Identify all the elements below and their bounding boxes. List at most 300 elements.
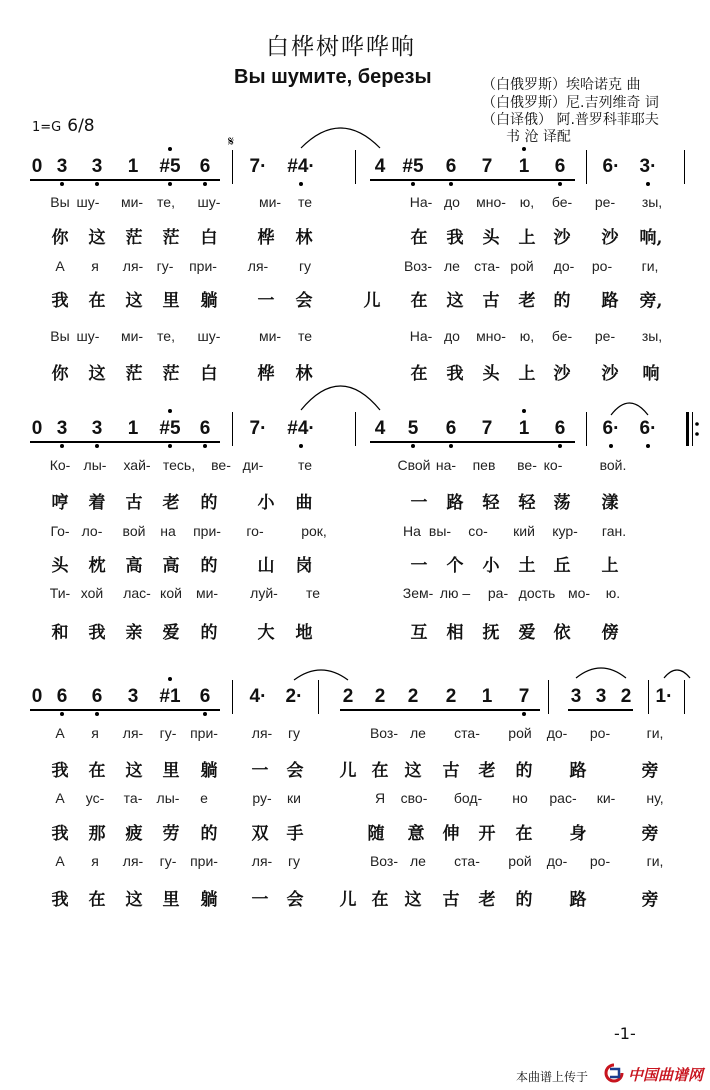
lyric-chinese: 旁 (641, 890, 659, 910)
note: 5 (407, 418, 419, 439)
lyric-chinese: 丘 (553, 556, 571, 576)
lyric-chinese: 枕 (88, 556, 106, 576)
lyric-chinese: 一 (251, 761, 269, 781)
note: 2· (285, 686, 303, 707)
lyric-russian: А (55, 853, 65, 869)
lyric-chinese: 亲 (125, 623, 143, 643)
note: 6 (445, 156, 457, 177)
lyric-russian: гу- (159, 725, 177, 741)
slur-tie (664, 670, 690, 678)
lyric-russian: гу- (159, 853, 177, 869)
lyric-chinese: 的 (200, 824, 218, 844)
lyric-russian: ло- (81, 523, 103, 539)
lyric-russian: ре- (594, 328, 616, 344)
note: 6 (199, 686, 211, 707)
note: #4· (287, 418, 315, 439)
lyric-chinese: 会 (286, 890, 304, 910)
credit-translator: （白译俄） 阿.普罗科菲耶夫 (482, 112, 659, 128)
lyric-chinese: 漾 (601, 493, 619, 513)
lyric-russian: Воз- (403, 258, 433, 274)
lyric-russian: Го- (50, 523, 70, 539)
lyric-chinese: 岗 (295, 556, 313, 576)
credit-lyricist: （白俄罗斯）尼.吉列维奇 词 (482, 95, 659, 111)
lyric-russian: ган. (601, 523, 627, 539)
lyric-russian: ро- (589, 853, 611, 869)
upload-notice: 本曲谱上传于 (516, 1070, 589, 1084)
note: #5 (159, 418, 181, 439)
lyric-chinese: 在 (88, 291, 106, 311)
note: 1 (127, 156, 139, 177)
lyric-chinese: 爱 (162, 623, 180, 643)
lyric-chinese: 响, (639, 228, 663, 248)
note: 3 (595, 686, 607, 707)
lyric-chinese: 的 (553, 291, 571, 311)
lyric-russian: рой (510, 258, 534, 274)
lyric-chinese: 旁 (641, 761, 659, 781)
lyric-russian: ре- (594, 194, 616, 210)
lyric-russian: при- (190, 725, 218, 741)
lyric-chinese: 沙 (601, 228, 619, 248)
segno-sign-icon: 𝄋 (228, 134, 235, 150)
lyric-russian: вой. (599, 457, 627, 473)
lyric-chinese: 在 (371, 890, 389, 910)
lyric-chinese: 互 (410, 623, 428, 643)
credit-adapter: 书 沧 译配 (506, 129, 571, 145)
lyric-russian: те (297, 457, 313, 473)
lyric-russian: лас- (123, 585, 151, 601)
lyric-chinese: 头 (482, 228, 500, 248)
lyric-russian: бе- (551, 194, 573, 210)
note: 7· (249, 156, 267, 177)
lyric-chinese: 的 (515, 890, 533, 910)
note: 2 (620, 686, 632, 707)
lyric-russian: дость (518, 585, 556, 601)
lyric-chinese: 古 (125, 493, 143, 513)
lyric-chinese: 白 (200, 228, 218, 248)
lyric-chinese: 荡 (553, 493, 571, 513)
lyric-russian: вы- (428, 523, 452, 539)
lyric-chinese: 这 (125, 761, 143, 781)
lyric-russian: ги, (646, 853, 664, 869)
note: 3 (127, 686, 139, 707)
lyric-chinese: 老 (478, 761, 496, 781)
note: 1 (127, 418, 139, 439)
lyric-chinese: 一 (251, 890, 269, 910)
lyric-russian: я (91, 258, 99, 274)
lyric-russian: кур- (552, 523, 578, 539)
lyric-chinese: 老 (518, 291, 536, 311)
lyric-russian: шу- (197, 194, 221, 210)
lyric-russian: зы, (641, 328, 663, 344)
lyric-chinese: 小 (482, 556, 500, 576)
note: 3 (91, 156, 103, 177)
lyric-chinese: 你 (51, 228, 69, 248)
lyric-russian: ю, (519, 328, 535, 344)
song-title-chinese: 白桦树哗哗响 (266, 34, 416, 60)
lyric-chinese: 躺 (200, 761, 218, 781)
lyric-russian: рок, (301, 523, 327, 539)
lyric-russian: ми- (195, 585, 219, 601)
slur-tie (301, 128, 380, 148)
lyric-chinese: 一 (257, 291, 275, 311)
lyric-russian: ки- (596, 790, 616, 806)
lyric-russian: ста- (474, 258, 500, 274)
note: #5 (402, 156, 424, 177)
lyric-russian: На- (409, 194, 433, 210)
lyric-chinese: 里 (162, 291, 180, 311)
lyric-chinese: 路 (601, 291, 619, 311)
lyric-chinese: 这 (88, 364, 106, 384)
note: 6 (199, 418, 211, 439)
note: 7· (249, 418, 267, 439)
lyric-chinese: 的 (200, 493, 218, 513)
lyric-chinese: 这 (125, 890, 143, 910)
lyric-russian: Вы (50, 328, 70, 344)
repeat-sign-icon (686, 412, 699, 446)
lyric-chinese: 躺 (200, 291, 218, 311)
lyric-chinese: 旁 (641, 824, 659, 844)
lyric-chinese: 傍 (601, 623, 619, 643)
note: 1 (518, 156, 530, 177)
lyric-russian: ми- (120, 194, 144, 210)
note: 6 (199, 156, 211, 177)
note: 3· (639, 156, 657, 177)
note: 2 (445, 686, 457, 707)
lyric-russian: ми- (258, 328, 282, 344)
lyric-chinese: 林 (295, 228, 313, 248)
note: 2 (374, 686, 386, 707)
lyric-russian: ги, (641, 258, 659, 274)
lyric-russian: до (444, 194, 460, 210)
lyric-russian: до- (553, 258, 575, 274)
note: 6 (554, 156, 566, 177)
lyric-russian: но (512, 790, 528, 806)
lyric-russian: я (91, 853, 99, 869)
lyric-russian: шу- (76, 194, 100, 210)
lyric-russian: ве- (211, 457, 231, 473)
lyric-russian: те (297, 194, 313, 210)
lyric-chinese: 林 (295, 364, 313, 384)
note: #5 (159, 156, 181, 177)
note: 7 (481, 418, 493, 439)
lyric-russian: со- (468, 523, 488, 539)
lyric-russian: гу (287, 725, 301, 741)
lyric-chinese: 开 (478, 824, 496, 844)
lyric-russian: шу- (76, 328, 100, 344)
lyric-russian: бе- (551, 328, 573, 344)
lyric-chinese: 我 (51, 761, 69, 781)
lyric-russian: ру- (252, 790, 272, 806)
lyric-chinese: 茫 (162, 228, 180, 248)
lyric-russian: до (444, 328, 460, 344)
lyric-chinese: 在 (410, 291, 428, 311)
lyric-chinese: 旁, (639, 291, 663, 311)
lyric-russian: ну, (646, 790, 664, 806)
lyric-chinese: 一 (410, 556, 428, 576)
lyric-russian: ста- (454, 725, 480, 741)
lyric-russian: ми- (120, 328, 144, 344)
bar-line (684, 680, 685, 714)
lyric-chinese: 会 (286, 761, 304, 781)
lyric-chinese: 茫 (125, 364, 143, 384)
lyric-russian: луй- (250, 585, 278, 601)
lyric-russian: хой (80, 585, 104, 601)
lyric-russian: ю. (605, 585, 621, 601)
note: 4 (374, 156, 386, 177)
lyric-russian: ста- (454, 853, 480, 869)
lyric-chinese: 在 (88, 761, 106, 781)
lyric-russian: А (55, 790, 65, 806)
note: 3 (56, 418, 68, 439)
lyric-chinese: 路 (569, 890, 587, 910)
lyric-chinese: 头 (482, 364, 500, 384)
lyric-chinese: 沙 (601, 364, 619, 384)
lyric-russian: гу (298, 258, 312, 274)
lyric-russian: лю – (439, 585, 471, 601)
slur-tie (576, 668, 626, 678)
lyric-russian: Зем- (402, 585, 434, 601)
lyric-russian: ро- (589, 725, 611, 741)
lyric-russian: при- (189, 258, 217, 274)
lyric-chinese: 相 (446, 623, 464, 643)
lyric-russian: Воз- (369, 853, 399, 869)
lyric-russian: лы- (83, 457, 107, 473)
lyric-russian: мно- (476, 194, 506, 210)
lyric-chinese: 伸 (442, 824, 460, 844)
lyric-chinese: 小 (257, 493, 275, 513)
lyric-chinese: 高 (162, 556, 180, 576)
slur-tie (611, 403, 648, 415)
song-title-russian: Вы шумите, березы (234, 66, 432, 88)
lyric-russian: ра- (487, 585, 509, 601)
lyric-chinese: 路 (569, 761, 587, 781)
lyric-chinese: 我 (51, 890, 69, 910)
lyric-russian: ус- (85, 790, 105, 806)
lyric-russian: ля- (122, 853, 144, 869)
note: 4· (249, 686, 267, 707)
lyric-chinese: 哼 (51, 493, 69, 513)
lyric-chinese: 的 (515, 761, 533, 781)
lyric-chinese: 这 (404, 890, 422, 910)
lyric-chinese: 古 (482, 291, 500, 311)
lyric-russian: те (305, 585, 321, 601)
lyric-russian: гу- (156, 258, 174, 274)
lyric-chinese: 这 (446, 291, 464, 311)
lyric-chinese: 这 (88, 228, 106, 248)
lyric-chinese: 上 (518, 228, 536, 248)
note: 7 (481, 156, 493, 177)
lyric-russian: я (91, 725, 99, 741)
lyric-russian: На- (409, 328, 433, 344)
lyric-russian: пев (472, 457, 496, 473)
lyric-chinese: 大 (257, 623, 275, 643)
lyric-chinese: 路 (446, 493, 464, 513)
note: 2 (407, 686, 419, 707)
lyric-chinese: 白 (200, 364, 218, 384)
lyric-russian: те, (157, 328, 175, 344)
note: 6· (602, 418, 620, 439)
lyric-chinese: 抚 (482, 623, 500, 643)
key-label: 1=G (32, 120, 62, 135)
lyric-chinese: 曲 (295, 493, 313, 513)
lyric-russian: хай- (123, 457, 151, 473)
lyric-chinese: 在 (515, 824, 533, 844)
lyric-chinese: 老 (162, 493, 180, 513)
time-signature: 6/8 (67, 116, 95, 136)
lyric-chinese: 上 (518, 364, 536, 384)
lyric-chinese: 手 (286, 824, 304, 844)
note: 3 (56, 156, 68, 177)
note: #1 (159, 686, 181, 707)
lyric-russian: е (200, 790, 208, 806)
lyric-chinese: 儿 (363, 291, 381, 311)
note: 6 (56, 686, 68, 707)
lyric-chinese: 里 (162, 761, 180, 781)
lyric-russian: сво- (400, 790, 428, 806)
lyric-russian: лы- (156, 790, 180, 806)
lyric-chinese: 一 (410, 493, 428, 513)
lyric-chinese: 这 (404, 761, 422, 781)
lyric-russian: Свой (397, 457, 431, 473)
lyric-chinese: 爱 (518, 623, 536, 643)
slur-tie (301, 386, 380, 410)
slur-tie (294, 670, 348, 680)
lyric-chinese: 桦 (257, 228, 275, 248)
site-logo-text: 中国曲谱网 (628, 1066, 704, 1084)
note: 0 (31, 686, 43, 707)
note: 6 (91, 686, 103, 707)
lyric-chinese: 桦 (257, 364, 275, 384)
lyric-chinese: 这 (125, 291, 143, 311)
lyric-russian: ля- (251, 853, 273, 869)
lyric-chinese: 身 (569, 824, 587, 844)
lyric-chinese: 沙 (553, 228, 571, 248)
lyric-russian: Воз- (369, 725, 399, 741)
page-number: -1- (614, 1024, 636, 1043)
lyric-russian: кой (160, 585, 182, 601)
lyric-chinese: 会 (295, 291, 313, 311)
lyric-russian: зы, (641, 194, 663, 210)
lyric-russian: ля- (251, 725, 273, 741)
lyric-russian: на (160, 523, 176, 539)
note: 1 (481, 686, 493, 707)
lyric-chinese: 土 (518, 556, 536, 576)
note: 1 (518, 418, 530, 439)
lyric-chinese: 茫 (125, 228, 143, 248)
lyric-chinese: 儿 (339, 890, 357, 910)
lyric-russian: вой (122, 523, 146, 539)
lyric-chinese: 古 (442, 761, 460, 781)
lyric-chinese: 劳 (162, 824, 180, 844)
lyric-chinese: 在 (88, 890, 106, 910)
lyric-russian: ги, (646, 725, 664, 741)
lyric-russian: мно- (476, 328, 506, 344)
lyric-russian: Ти- (49, 585, 71, 601)
note: 1· (655, 686, 673, 707)
lyric-russian: при- (193, 523, 221, 539)
lyric-chinese: 躺 (200, 890, 218, 910)
lyric-russian: до- (546, 853, 568, 869)
lyric-chinese: 山 (257, 556, 275, 576)
lyric-russian: ле (410, 725, 426, 741)
lyric-russian: рой (508, 853, 532, 869)
lyric-chinese: 响 (642, 364, 660, 384)
lyric-chinese: 疲 (125, 824, 143, 844)
lyric-chinese: 高 (125, 556, 143, 576)
lyric-russian: А (55, 725, 65, 741)
lyric-chinese: 和 (51, 623, 69, 643)
note: 6· (602, 156, 620, 177)
lyric-russian: кий (513, 523, 535, 539)
lyric-russian: те (297, 328, 313, 344)
lyric-chinese: 里 (162, 890, 180, 910)
lyric-russian: ми- (258, 194, 282, 210)
lyric-chinese: 意 (407, 824, 425, 844)
lyric-russian: го- (246, 523, 264, 539)
lyric-russian: ки (287, 790, 301, 806)
lyric-chinese: 你 (51, 364, 69, 384)
lyric-russian: гу (287, 853, 301, 869)
lyric-russian: рой (508, 725, 532, 741)
lyric-chinese: 我 (88, 623, 106, 643)
lyric-chinese: 的 (200, 623, 218, 643)
note: 3 (570, 686, 582, 707)
lyric-chinese: 依 (553, 623, 571, 643)
lyric-chinese: 地 (295, 623, 313, 643)
lyric-chinese: 在 (410, 228, 428, 248)
note: 7 (518, 686, 530, 707)
lyric-chinese: 轻 (518, 493, 536, 513)
note: 4 (374, 418, 386, 439)
lyric-chinese: 双 (251, 824, 269, 844)
lyric-chinese: 在 (410, 364, 428, 384)
lyric-russian: ле (410, 853, 426, 869)
lyric-chinese: 个 (446, 556, 464, 576)
lyric-chinese: 随 (367, 824, 385, 844)
note: 3 (91, 418, 103, 439)
lyric-russian: Ко- (49, 457, 71, 473)
lyric-russian: На (403, 523, 421, 539)
lyric-russian: до- (546, 725, 568, 741)
lyric-russian: та- (123, 790, 143, 806)
note: 6 (554, 418, 566, 439)
note: 2 (342, 686, 354, 707)
lyric-chinese: 儿 (339, 761, 357, 781)
lyric-chinese: 我 (51, 291, 69, 311)
lyric-chinese: 茫 (162, 364, 180, 384)
lyric-chinese: 上 (601, 556, 619, 576)
lyric-chinese: 头 (51, 556, 69, 576)
lyric-chinese: 那 (88, 824, 106, 844)
lyric-chinese: 着 (88, 493, 106, 513)
note: 6 (445, 418, 457, 439)
lyric-russian: ди- (242, 457, 264, 473)
lyric-chinese: 的 (200, 556, 218, 576)
lyric-russian: ле (444, 258, 460, 274)
lyric-russian: при- (190, 853, 218, 869)
lyric-russian: Я (374, 790, 386, 806)
credit-composer: （白俄罗斯）埃哈诺克 曲 (482, 77, 641, 93)
lyric-russian: бод- (453, 790, 483, 806)
lyric-russian: ля- (122, 258, 144, 274)
lyric-russian: ю, (519, 194, 535, 210)
lyric-russian: Вы (50, 194, 70, 210)
lyric-chinese: 我 (51, 824, 69, 844)
lyric-russian: шу- (197, 328, 221, 344)
lyric-russian: А (55, 258, 65, 274)
lyric-chinese: 古 (442, 890, 460, 910)
lyric-chinese: 我 (446, 228, 464, 248)
